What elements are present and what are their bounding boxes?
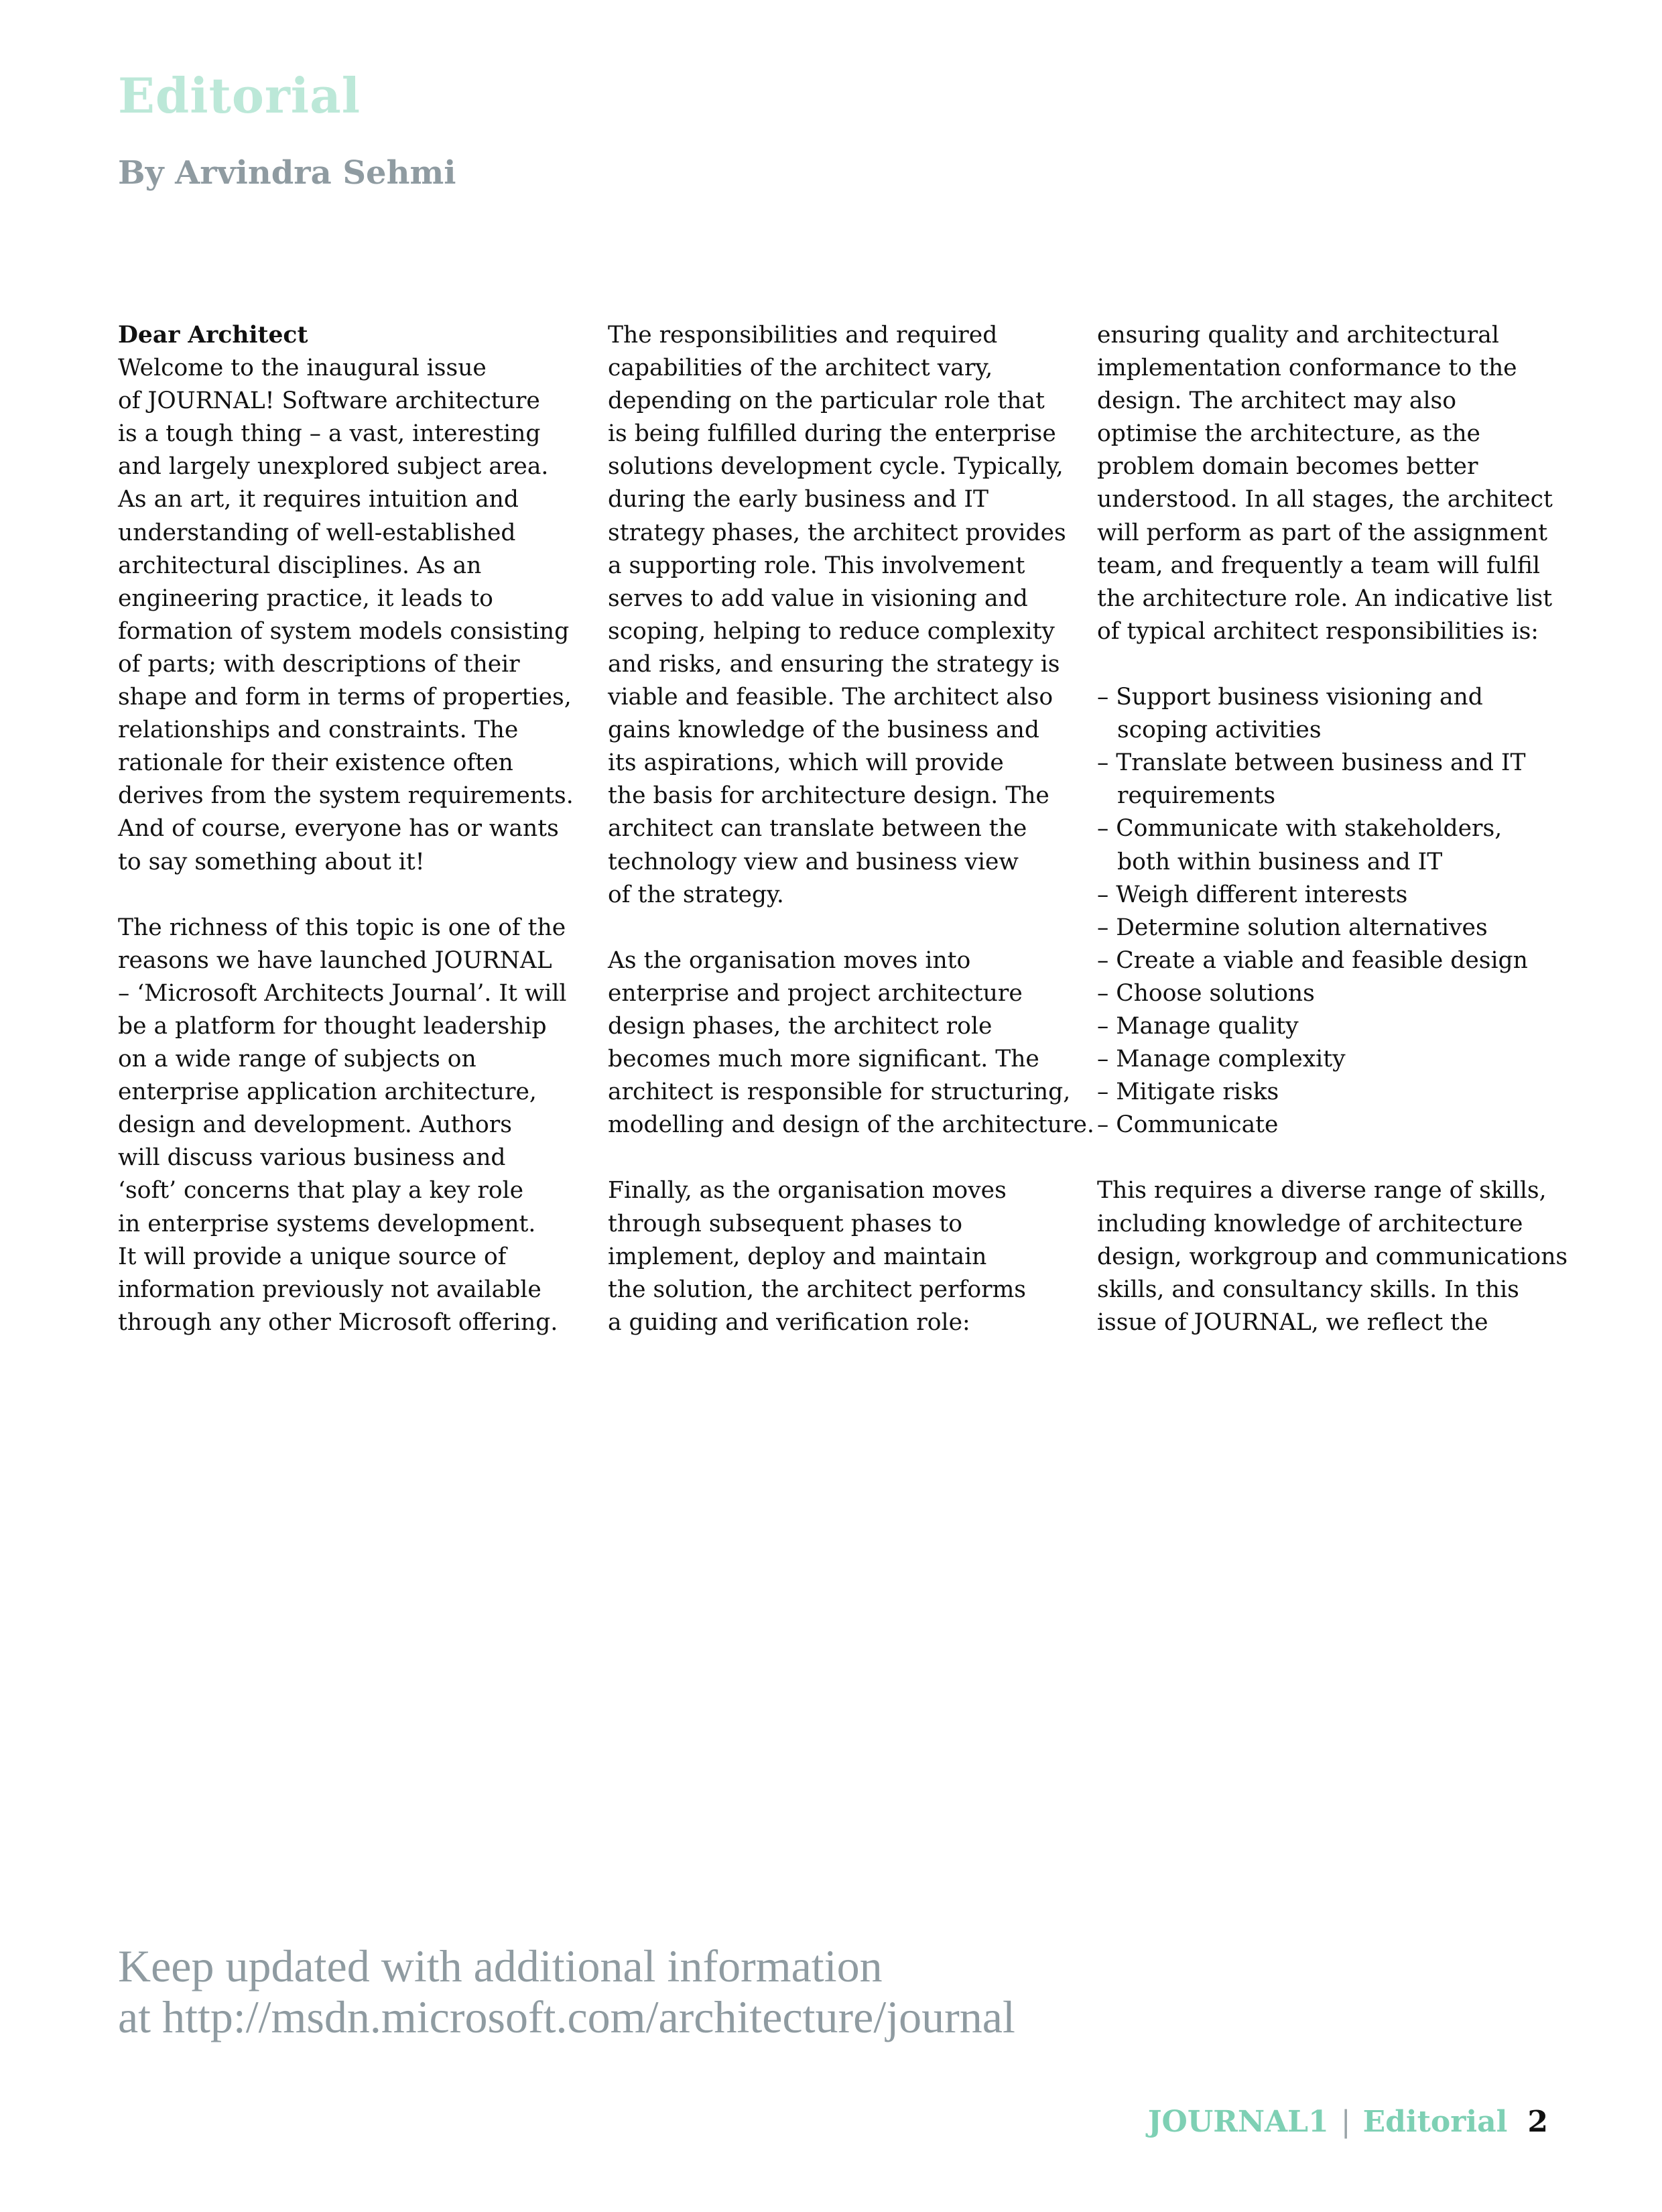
text-line: of JOURNAL! Software architecture — [118, 387, 540, 415]
text-line: depending on the particular role that — [608, 387, 1045, 415]
list-item: – Support business visioning and — [1097, 684, 1483, 711]
text-line: during the early business and IT — [608, 486, 989, 513]
text-line: through any other Microsoft offering. — [118, 1308, 558, 1336]
text-line: implementation conformance to the — [1097, 355, 1517, 382]
text-column-3 — [1097, 319, 1580, 1339]
text-line: will discuss various business and — [118, 1144, 506, 1172]
text-line: architect is responsible for structuring, — [608, 1079, 1071, 1106]
list-item: – Communicate with stakeholders, — [1097, 815, 1503, 843]
text-line: is a tough thing – a vast, interesting — [118, 420, 541, 448]
text-line: a supporting role. This involvement — [608, 552, 1025, 579]
text-line: The responsibilities and required — [608, 322, 998, 349]
list-item: – Manage complexity — [1097, 1046, 1346, 1073]
text-line: And of course, everyone has or wants — [118, 815, 559, 843]
text-column-1 — [118, 319, 587, 1339]
text-line: be a platform for thought leadership — [118, 1012, 547, 1040]
text-line: design phases, the architect role — [608, 1012, 993, 1040]
text-line: architect can translate between the — [608, 815, 1027, 843]
text-line: This requires a diverse range of skills, — [1097, 1177, 1547, 1205]
text-line: reasons we have launched JOURNAL — [118, 946, 552, 974]
text-line: team, and frequently a team will fulfil — [1097, 552, 1541, 579]
text-line: engineering practice, it leads to — [118, 585, 493, 612]
list-item: – Communicate — [1097, 1111, 1279, 1139]
text-line: enterprise application architecture, — [118, 1079, 537, 1106]
text-line: design. The architect may also — [1097, 387, 1456, 415]
text-line: As the organisation moves into — [608, 946, 971, 974]
text-line: the solution, the architect performs — [608, 1276, 1026, 1303]
paragraph-gap — [1097, 648, 1580, 681]
text-line: optimise the architecture, as the — [1097, 420, 1480, 448]
text-line: derives from the system requirements. — [118, 782, 574, 810]
text-line: relationships and constraints. The — [118, 717, 519, 744]
text-line: understanding of well-established — [118, 519, 516, 546]
text-line: including knowledge of architecture — [1097, 1210, 1523, 1237]
footer-note-url[interactable]: at http://msdn.microsoft.com/architecture/journal — [118, 1991, 1015, 2042]
text-line: ‘soft’ concerns that play a key role — [118, 1177, 524, 1205]
salutation: Dear Architect — [118, 322, 308, 349]
text-line: its aspirations, which will provide — [608, 749, 1004, 777]
list-item: – Mitigate risks — [1097, 1079, 1279, 1106]
text-line: design, workgroup and communications — [1097, 1243, 1568, 1270]
paragraph-gap — [118, 879, 587, 912]
text-line: a guiding and verification role: — [608, 1308, 970, 1336]
text-line: formation of system models consisting — [118, 617, 570, 645]
page-footer — [1148, 2105, 1548, 2139]
text-line: of the strategy. — [608, 881, 784, 908]
list-item: – Translate between business and IT — [1097, 749, 1526, 777]
footer-note-line: Keep updated with additional information — [118, 1941, 883, 1991]
text-line: Finally, as the organisation moves — [608, 1177, 1007, 1205]
list-item: – Choose solutions — [1097, 979, 1315, 1007]
text-line: – ‘Microsoft Architects Journal’. It will — [118, 979, 567, 1007]
text-line: Welcome to the inaugural issue — [118, 355, 487, 382]
text-line: and risks, and ensuring the strategy is — [608, 650, 1060, 678]
text-line: technology view and business view — [608, 848, 1019, 875]
text-line: shape and form in terms of properties, — [118, 684, 572, 711]
text-line: architectural disciplines. As an — [118, 552, 482, 579]
list-item: – Manage quality — [1097, 1012, 1299, 1040]
text-line: enterprise and project architecture — [608, 979, 1023, 1007]
text-line: capabilities of the architect vary, — [608, 355, 993, 382]
text-line: solutions development cycle. Typically, — [608, 453, 1064, 481]
page-number: 2 — [1527, 2105, 1548, 2139]
text-line: The richness of this topic is one of the — [118, 914, 566, 941]
text-line: and largely unexplored subject area. — [118, 453, 549, 481]
paragraph-gap — [608, 1142, 1077, 1174]
text-line: modelling and design of the architecture. — [608, 1111, 1094, 1139]
footer-note — [118, 1941, 1015, 2042]
text-line: understood. In all stages, the architect — [1097, 486, 1553, 513]
text-line: will perform as part of the assignment — [1097, 519, 1548, 546]
paragraph-gap — [1097, 1142, 1580, 1174]
text-line: strategy phases, the architect provides — [608, 519, 1066, 546]
text-line: It will provide a unique source of — [118, 1243, 507, 1270]
text-line: rationale for their existence often — [118, 749, 513, 777]
text-line: gains knowledge of the business and — [608, 717, 1039, 744]
text-line: through subsequent phases to — [608, 1210, 963, 1237]
text-line: in enterprise systems development. — [118, 1210, 536, 1237]
text-line: As an art, it requires intuition and — [118, 486, 519, 513]
text-line: the architecture role. An indicative list — [1097, 585, 1553, 612]
list-item: – Determine solution alternatives — [1097, 914, 1488, 941]
text-line: becomes much more significant. The — [608, 1046, 1039, 1073]
list-item: – Weigh different interests — [1097, 881, 1408, 908]
text-line: is being fulfilled during the enterprise — [608, 420, 1056, 448]
list-item: – Create a viable and feasible design — [1097, 946, 1528, 974]
section-name: Editorial — [1362, 2105, 1508, 2139]
text-line: the basis for architecture design. The — [608, 782, 1049, 810]
text-line: to say something about it! — [118, 848, 425, 875]
text-line: scoping, helping to reduce complexity — [608, 617, 1055, 645]
text-line: of typical architect responsibilities is: — [1097, 617, 1539, 645]
text-line: issue of JOURNAL, we reflect the — [1097, 1308, 1488, 1336]
text-line: implement, deploy and maintain — [608, 1243, 987, 1270]
list-item-continuation: requirements — [1117, 782, 1276, 810]
page-title: Editorial — [118, 67, 361, 124]
text-line: skills, and consultancy skills. In this — [1097, 1276, 1519, 1303]
paragraph-gap — [608, 912, 1077, 944]
list-item-continuation: scoping activities — [1117, 717, 1322, 744]
text-line: on a wide range of subjects on — [118, 1046, 476, 1073]
text-column-2 — [608, 319, 1094, 1339]
footer-separator: | — [1340, 2105, 1351, 2139]
text-line: of parts; with descriptions of their — [118, 650, 520, 678]
list-item-continuation: both within business and IT — [1117, 848, 1443, 875]
text-line: problem domain becomes better — [1097, 453, 1478, 481]
text-line: information previously not available — [118, 1276, 541, 1303]
text-line: viable and feasible. The architect also — [608, 684, 1053, 711]
text-line: design and development. Authors — [118, 1111, 512, 1139]
journal-name: JOURNAL1 — [1147, 2105, 1329, 2139]
text-line: serves to add value in visioning and — [608, 585, 1028, 612]
author-byline: By Arvindra Sehmi — [118, 154, 456, 192]
text-line: ensuring quality and architectural — [1097, 322, 1499, 349]
